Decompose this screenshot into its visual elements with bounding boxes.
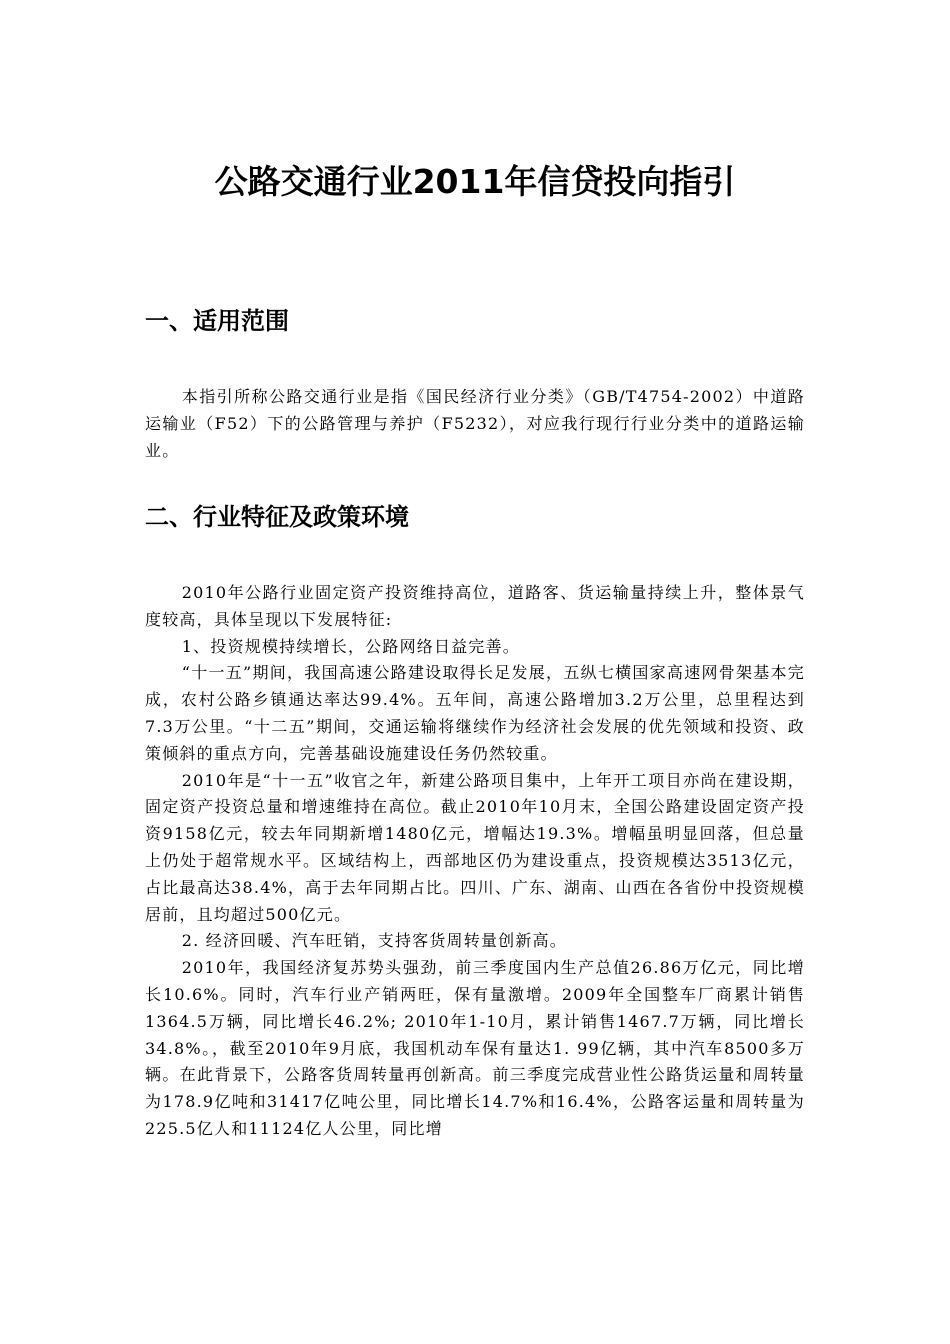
- paragraph: 本指引所称公路交通行业是指《国民经济行业分类》（GB/T4754-2002）中道路运输业（F52）下的公路管理与养护（F5232），对应我行现行行业分类中的道路运输业。: [145, 387, 805, 460]
- section-body-scope: [145, 384, 805, 464]
- section-heading-scope: 一、适用范围: [145, 307, 289, 335]
- document-title: 公路交通行业2011年信贷投向指引: [214, 162, 736, 201]
- paragraph: 1、投资规模持续增长，公路网络日益完善。: [181, 636, 520, 656]
- paragraph: 2. 经济回暖、汽车旺销，支持客货周转量创新高。: [181, 931, 567, 951]
- section-heading-features: 二、行业特征及政策环境: [145, 503, 409, 531]
- paragraph: 2010年，我国经济复苏势头强劲，前三季度国内生产总值26.86万亿元，同比增长10.6%。同时，汽车行业产销两旺，保有量激增。2009年全国整车厂商累计销售1364.5万辆，同比增长46.2%; 2010年1-10月，累计销售1467.7万辆，同比增长34.8%。，截至2010年9月底，我国机动车保有量达1. 99亿辆，其中汽车8500多万辆。在此背景下，公路客货周转量再创新高。前三季度完成营业性公路货运量和周转量为178.9亿吨和31417亿吨公里，同比增长14.7%和16.4%，公路客运量和周转量为225.5亿人和11124亿人公里，同比增: [145, 958, 805, 1138]
- paragraph: 2010年公路行业固定资产投资维持高位，道路客、货运输量持续上升，整体景气度较高，具体呈现以下发展特征:: [145, 583, 805, 629]
- section-body-features: [145, 580, 805, 1143]
- paragraph: 2010年是“十一五”收官之年，新建公路项目集中，上年开工项目亦尚在建设期，固定资产投资总量和增速维持在高位。截止2010年10月末，全国公路建设固定资产投资9158亿元，较去年同期新增1480亿元，增幅达19.3%。增幅虽明显回落，但总量上仍处于超常规水平。区域结构上，西部地区仍为建设重点，投资规模达3513亿元，占比最高达38.4%，高于去年同期占比。四川、广东、湖南、山西在各省份中投资规模居前，且均超过500亿元。: [145, 770, 805, 924]
- paragraph: “十一五”期间，我国高速公路建设取得长足发展，五纵七横国家高速网骨架基本完成，农村公路乡镇通达率达99.4%。五年间，高速公路增加3.2万公里，总里程达到7.3万公里。“十二五”期间，交通运输将继续作为经济社会发展的优先领域和投资、政策倾斜的重点方向，完善基础设施建设任务仍然较重。: [145, 663, 805, 763]
